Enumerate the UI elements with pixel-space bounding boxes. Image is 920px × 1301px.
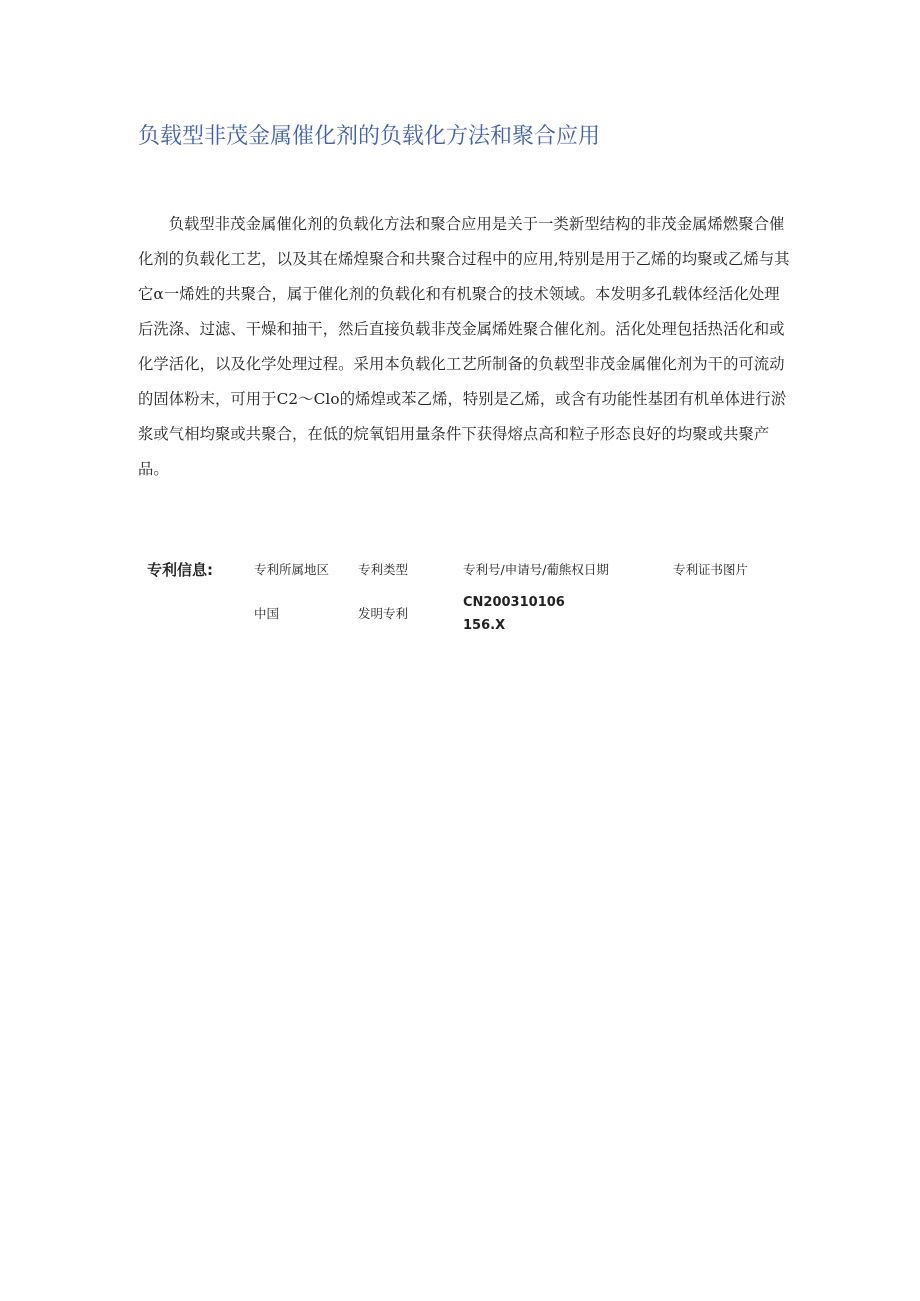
patent-info-label: 专利信息: — [147, 561, 213, 579]
header-type: 专利类型 — [358, 562, 409, 577]
document-title: 负载型非茂金属催化剂的负载化方法和聚合应用 — [138, 124, 601, 149]
abstract-paragraph: 负载型非茂金属催化剂的负载化方法和聚合应用是关于一类新型结构的非茂金属烯燃聚合催化剂的负载化工艺，以及其在烯煌聚合和共聚合过程中的应用,特别是用于乙烯的均聚或乙烯与其它α一烯姓的共聚合，属于催化剂的负载化和有机聚合的技术领域。本发明多孔载体经活化处理后洗涤、过滤、干燥和抽干，然后直接负载非茂金属烯姓聚合催化剂。活化处理包括热活化和或化学活化，以及化学处理过程。采用本负载化工艺所制备的负载型非茂金属催化剂为干的可流动的固体粉末，可用于C2～Clo的烯煌或苯乙烯，特别是乙烯，或含有功能性基团有机单体进行淤浆或气相均聚或共聚合，在低的烷氧铝用量条件下获得熔点高和粒子形态良好的均聚或共聚产品。 — [138, 215, 790, 478]
header-number: 专利号/申请号/葡熊权日期 — [463, 562, 609, 577]
row-type: 发明专利 — [358, 606, 409, 621]
patent-info-section — [147, 556, 787, 640]
row-region: 中国 — [254, 606, 280, 621]
header-certificate: 专利证书图片 — [673, 562, 749, 577]
header-region: 专利所属地区 — [254, 562, 330, 577]
row-patent-number: CN200310106156.X — [463, 595, 565, 633]
